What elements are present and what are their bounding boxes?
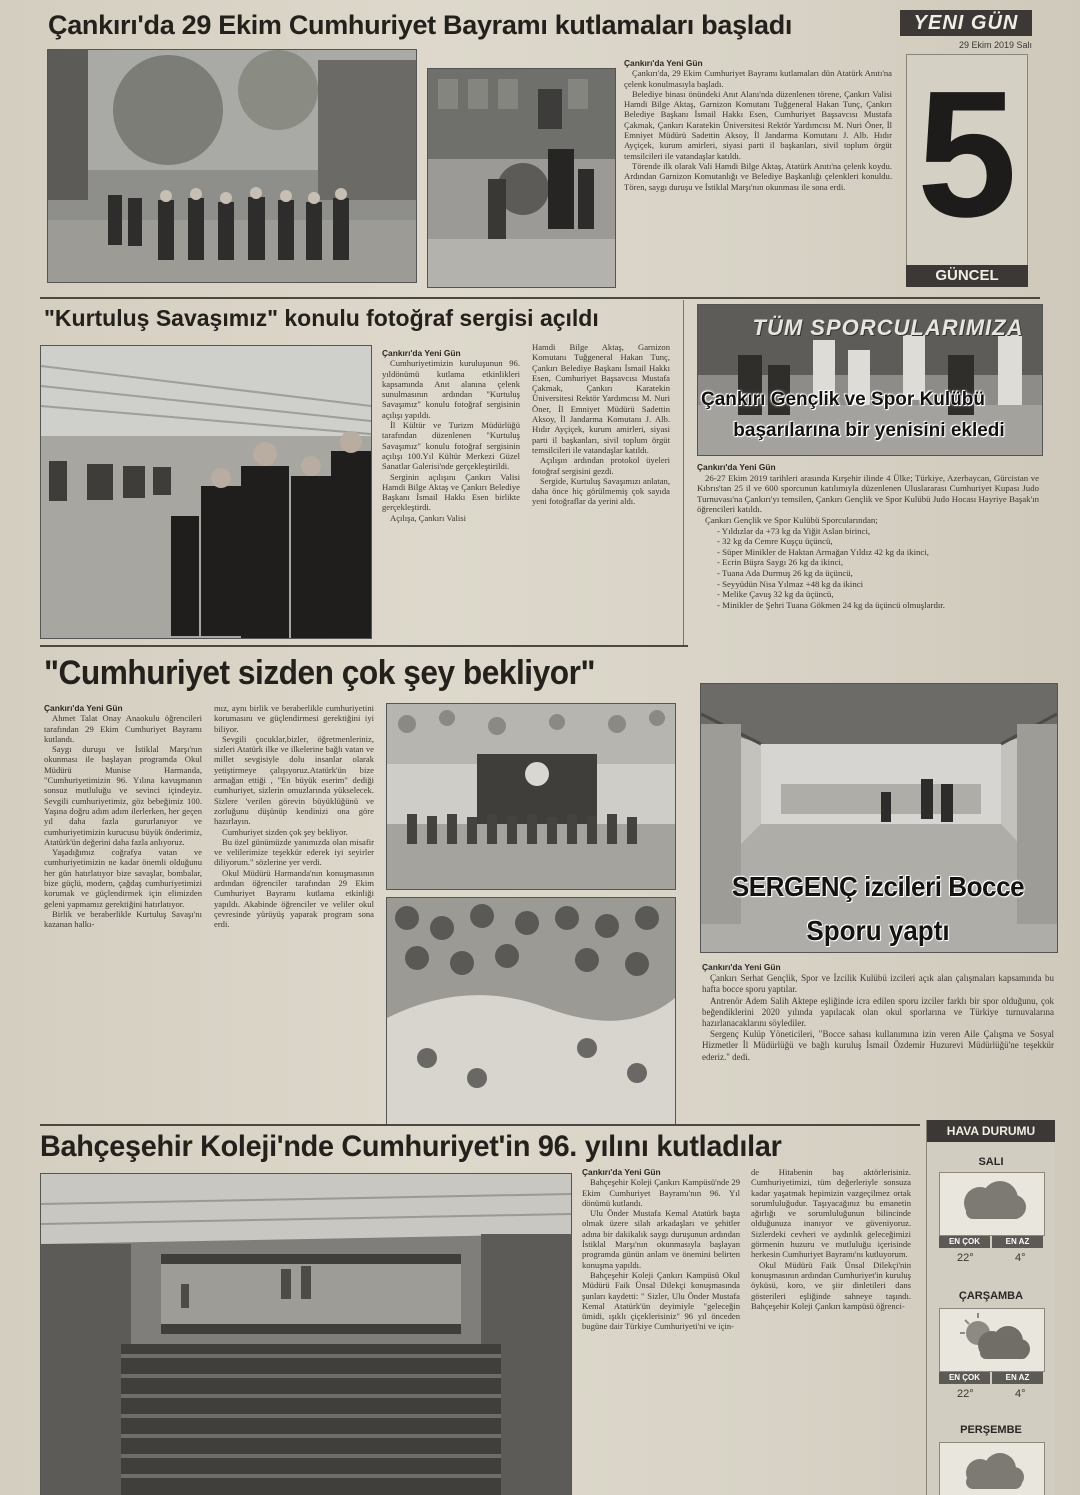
paragraph: Okul Müdürü Faik Ünsal Dilekçi'nin konuşmasının ardından Cumhuriyet'in kuruluş öyküsü, koro, ve şiir dinletileri dans gösterileri eşliğinde sahneye taşındı. Bahçeşehir Koleji Çankırı kampüsü öğrenci-: [751, 1259, 911, 1311]
paragraph: de Hitabenin baş aktörlerisiniz. Cumhuriyetimizi, tüm değerleriyle sonsuza kadar yaşatmak hepimizin vazgeçilmez ortak sorumluluğudur. Taşıyacağınız bu emanetin ağırlığı ve sorumluluğunun bilincinde olduğunuza inanıyor ve güveniyoruz. Sizlerdeki cevheri ve aydınlık geleceğimizi görmenin huzuru ve mutluluğu içerisinde herkesin Cumhuriyet Bayramı'nı kutluyorum.: [751, 1167, 911, 1260]
paragraph: Törende ilk olarak Vali Hamdi Bilge Aktaş, Atatürk Anıtı'na çelenk koydu. Ardından Garnizon Komutanlığı ve Belediye Başkanlığı çelenkleri konuldu. Tören, saygı duruşu ve İstiklal Marşı'nın okunması ile sona erdi.: [624, 160, 892, 192]
photo-ceremony-officials: [47, 49, 417, 283]
paragraph: 26-27 Ekim 2019 tarihleri arasında Kırşehir ilinde 4 Ülke; Türkiye, Azerbaycan, Gürcistan ve Kıbrıs'tan 25 il ve 600 sporcunun katılımıyla düzenlenen Uluslararası Cumhuriyet Kupası Judo Turnuvası'na Çankırı'yı temsilen, Çankırı Gençlik ve Spor Kulübü Judo Hocası Hayriye Başak'ın öğrencileri katıldı.: [697, 472, 1039, 515]
article-bahcesehir-col2: [751, 1167, 911, 1495]
article-sizden-col2: [214, 703, 374, 1123]
temp-labels: [939, 1372, 1043, 1384]
result-item: - 32 kg da Cemre Kuşçu üçüncü,: [717, 536, 833, 547]
article-sergi-col1: [382, 348, 520, 640]
byline: Çankırı'da Yeni Gün: [702, 962, 781, 972]
headline-bocce-line1: SERGENÇ izcileri Bocce: [731, 871, 1025, 902]
brand-logo: YENI GÜN: [913, 12, 1019, 34]
result-item: - Süper Minikler de Haktan Armağan Yıldız 42 kg da ikinci,: [717, 546, 929, 557]
page-number-text: 5: [916, 54, 1018, 255]
byline: Çankırı'da Yeni Gün: [624, 58, 703, 68]
weather-day-name: ÇARŞAMBA: [958, 1290, 1024, 1302]
paragraph: Çankırı Serhat Gençlik, Spor ve İzcilik Kulübü izcileri açık alan çalışmaları kapsamında bu hafta bocce sporu yaptılar.: [702, 973, 1054, 995]
article-sergi-col2: [532, 342, 670, 640]
masthead-brand: [900, 10, 1032, 36]
low-label: EN AZ: [992, 1372, 1043, 1384]
paragraph: Antrenör Adem Salih Aktepe eşliğinde icra edilen sporu izciler farklı bir spor olduğunu, çok beğendiklerini 2020 yılında yapılacak olan okul sporlarına ve Türkiye turnuvalarına hazırlanacaklarını söylediler.: [702, 995, 1054, 1029]
paragraph: Okul Müdürü Harmanda'nın konuşmasının ardından öğrenciler tarafından 29 Ekim Cumhuriyet Bayramı kutlama etkinliği yapıldı. Akabinde öğrenciler ve veliler okul çevresinde yürüyüş yaparak program sona erdi.: [214, 867, 374, 930]
high-temp: 22°: [957, 1252, 974, 1264]
paragraph: Ahmet Talat Onay Anaokulu öğrencileri tarafından 29 Ekim Cumhuriyet Bayramı kutlandı.: [44, 713, 202, 744]
paragraph: Cumhuriyetimizin kuruluşunun 96. yıldönümü kutlama etkinlikleri kapsamında Anıt alanına çelenk sunulmasının ardından "Kurtuluş Savaşımız" konulu fotoğraf sergisinin açılışı yapıldı.: [382, 358, 520, 420]
article-spor-text: [697, 462, 1039, 658]
photo-bocce-court: [700, 683, 1058, 953]
result-item: - Yıldızlar da +73 kg da Yiğit Aslan birinci,: [717, 525, 871, 536]
article-sizden-col1: [44, 703, 202, 1123]
result-item: - Ecrin Büşra Saygı 26 kg da ikinci,: [717, 557, 844, 568]
paragraph: İl Kültür ve Turizm Müdürlüğü tarafından düzenlenen "Kurtuluş Savaşımız" konulu fotoğraf sergisinin açılışı 100.Yıl Kültür Merkezi Güzel Sanatlar Galerisi'nde gerçekleştirildi.: [382, 420, 520, 472]
paragraph: Sergenç Kulüp Yöneticileri, "Bocce sahası kullanımına izin veren Aile Çalışma ve Sosyal Hizmetler İl Müdürlüğü ve bağlı kuruluş İsmail Özdemir Huzurevi Müdürlüğü'ne teşekkür ederiz." dedi.: [702, 1029, 1054, 1062]
result-item: - Melike Çavuş 32 kg da üçüncü,: [717, 589, 834, 600]
divider: [40, 645, 688, 647]
headline-bahcesehir: Bahçeşehir Koleji'nde Cumhuriyet'in 96. yılını kutladılar: [40, 1130, 782, 1163]
high-label: EN ÇOK: [939, 1372, 990, 1384]
paragraph: Çankırı Gençlik ve Spor Kulübü Sporcularından;: [705, 514, 878, 525]
headline-sergi: "Kurtuluş Savaşımız" konulu fotoğraf sergisi açıldı: [44, 305, 599, 331]
masthead-date: 29 Ekim 2019 Salı: [958, 40, 1032, 50]
low-temp: 4°: [1015, 1388, 1026, 1400]
photo-kindergarten-stage: [386, 703, 676, 890]
photo-exhibition: [40, 345, 372, 639]
weather-title: HAVA DURUMU: [927, 1120, 1055, 1142]
weather-icon-box: [939, 1172, 1045, 1236]
headline-cumhuriyet: Çankırı'da 29 Ekim Cumhuriyet Bayramı kutlamaları başladı: [48, 10, 793, 40]
weather-panel: [926, 1120, 1055, 1495]
partly-cloudy-icon: [940, 1309, 1044, 1371]
paragraph: Cumhuriyet sizden çok şey bekliyor.: [222, 826, 348, 837]
byline: Çankırı'da Yeni Gün: [382, 348, 461, 358]
byline: Çankırı'da Yeni Gün: [697, 462, 776, 472]
masthead: [900, 10, 1032, 285]
article-bahcesehir-col1: [582, 1167, 740, 1495]
divider: [40, 297, 1040, 299]
paragraph: Açılışın ardından protokol üyeleri fotoğraf sergisini gezdi.: [532, 455, 670, 476]
high-label: EN ÇOK: [939, 1236, 990, 1248]
paragraph: Belediye binası önündeki Anıt Alanı'nda düzenlenen törene, Çankırı Valisi Hamdi Bilge Aktaş, Garnizon Komutanı Tuğgeneral Hakan Tunç, Çankırı Belediye Başkanı İsmail Hakkı Esen, Cumhuriyet Başsavcısı Mustafa Çakmak, Çankırı Karatekin Üniversitesi Rektör Yardımcısı M. Nuri Öner, İl Emniyet Müdürü Sadettin Aksoy, İl Jandarma Komutanı J. Alb. Hıdır Ayçiçek, kurum amirleri, siyasi parti il başkanları, sivil toplum örgüt temsilcileri ile vatandaşlar katıldı.: [624, 88, 892, 161]
cloud-icon: [940, 1173, 1044, 1235]
cloud-icon: [940, 1443, 1044, 1495]
paragraph: Serginin açılışını Çankırı Valisi Hamdi Bilge Aktaş ve Çankırı Belediye Başkanı İsmail Hakkı Esen birlikte gerçekleştirdi.: [382, 471, 520, 513]
paragraph: Sergide, Kurtuluş Savaşımızı anlatan, daha önce hiç görülmemiş çok sayıda yeni fotoğraflar da yerini aldı.: [532, 475, 670, 507]
paragraph: Açılışa, Çankırı Valisi: [390, 512, 466, 523]
paragraph: Saygı duruşu ve İstiklal Marşı'nın okunması ile başlayan programda Okul Müdürü Munise Harmanda, "Cumhuriyetimizin 96. Yılına kavuşmanın sonsuz mutluluğu ve sevinci içindeyiz. Sevgili cumhuriyetimiz, göz bebeğimiz 100. Yaşına doğru adım adım ilerlerken, her geçen yıl daha fazla gururlanıyor ve cumhuriyetimizin kurucusu büyük önderimiz, Atatürk'ün değerini daha fazla anlıyoruz.: [44, 744, 202, 847]
paragraph: Bahçeşehir Koleji Çankırı Kampüsü Okul Müdürü Faik Ünsal Dilekçi konuşmasında şunları kaydetti: " Sizler, Ulu Önder Mustafa Kemal Atatürk'ün deyimiyle "geleceğin ümidi, ışıklı çiçeklerisiniz" 96 yıl önceden bugüne dair Türkiye Cumhuriyeti'ni ve için-: [582, 1269, 740, 1332]
paragraph: Sevgili çocuklar,bizler, öğretmenleriniz, sizleri Atatürk ilke ve ilkelerine bağlı vatan ve millet sevgisiyle dolu insanlar olarak yetiştirmeye çalışıyoruz.Atatürk'ün bize armağan ettiği , "En büyük eserim" dediği cumhuriyet, sizlerin omuzlarında yükselecek. Sizlere 'verilen görevin büyüklüğünü ve zorluğunu düşünüp kendinizi ona göre hazırlayın.: [214, 733, 374, 827]
photo-wreath-laying: [427, 68, 616, 288]
weather-icon-box: [939, 1442, 1045, 1495]
weather-day-name: SALI: [978, 1156, 1004, 1168]
weather-icon-box: [939, 1308, 1045, 1372]
weather-day-name: PERŞEMBE: [960, 1424, 1022, 1436]
paragraph: Yaşadığımız coğrafya vatan ve cumhuriyetimizin ne kadar önemli olduğunu her gün hatırlatıyor bize savaşlar, bombalar, bize güçlü, modern, çağdaş cumhuriyetimizi korumak ve güçlendirmek için elimizden geleni yapmamız gerektiğini hatırlatıyor.: [44, 847, 202, 909]
high-temp: 22°: [957, 1388, 974, 1400]
article-cumhuriyet-text: [624, 58, 892, 288]
result-item: - Seyyüdün Nisa Yılmaz +48 kg da ikinci: [717, 578, 864, 589]
divider: [40, 1124, 920, 1126]
paragraph: Hamdi Bilge Aktaş, Garnizon Komutanı Tuğgeneral Hakan Tunç, Çankırı Belediye Başkanı İsmail Hakkı Esen, Cumhuriyet Başsavcısı Mustafa Çakmak, Çankırı Karatekin Üniversitesi Rektör Yardımcısı M. Nuri Öner, İl Emniyet Müdürü Sadettin Aksoy, İl Jandarma Komutanı J. Alb. Hıdır Ayçiçek, kurum amirleri, siyasi parti il başkanları, sivil toplum örgüt temsilcileri ile vatandaşlar katıldı.: [532, 342, 670, 455]
paragraph: Bahçeşehir Koleji Çankırı Kampüsü'nde 29 Ekim Cumhuriyet Bayramı'nın 96. Yıl dönümü kutlandı.: [582, 1177, 740, 1208]
low-label: EN AZ: [992, 1236, 1043, 1248]
photo-banner-text: TÜM SPORCULARIMIZA: [752, 315, 1024, 340]
paragraph: Çankırı'da, 29 Ekim Cumhuriyet Bayramı kutlamaları dün Atatürk Anıtı'na çelenk konulmasıyla başladı.: [624, 68, 892, 89]
byline: Çankırı'da Yeni Gün: [44, 703, 123, 713]
paragraph: Ulu Önder Mustafa Kemal Atatürk başta olmak üzere silah arkadaşları ve şehitler adına bir dakikalık saygı duruşunun ardından İstiklal Marşı'nın okunmasıyla başlayan programda günün anlam ve önemini belirten konuşma yapıldı.: [582, 1208, 740, 1270]
paragraph: Birlik ve beraberlikle Kurtuluş Savaşı'nı kazanan halkı-: [44, 908, 202, 930]
section-label: [906, 265, 1028, 287]
section-label-text: GÜNCEL: [935, 267, 999, 284]
article-bocce-text: [702, 962, 1054, 1112]
headline-spor-line2: başarılarına bir yenisini ekledi: [733, 420, 1005, 441]
temp-labels: [939, 1236, 1043, 1248]
low-temp: 4°: [1015, 1252, 1026, 1264]
results-list: [697, 526, 1039, 611]
photo-kindergarten-flag: [386, 897, 676, 1125]
divider: [683, 300, 684, 645]
headline-sizden: "Cumhuriyet sizden çok şey bekliyor": [44, 654, 595, 692]
photo-auditorium: [40, 1173, 572, 1495]
headline-spor-line1: Çankırı Gençlik ve Spor Kulübü: [701, 389, 986, 410]
page-number: [906, 54, 1028, 266]
paragraph: Bu özel günümüzde yanımızda olan misafir ve velilerimize teşekkür ederek iyi seyirler diliyorum." sözlerine yer verdi.: [214, 836, 374, 868]
byline: Çankırı'da Yeni Gün: [582, 1167, 661, 1177]
result-item: - Tuana Ada Durmuş 26 kg da üçüncü,: [717, 567, 853, 578]
paragraph: mız, aynı birlik ve beraberlikle cumhuriyetini korumasını ve güçlendirmesi gerektiğini iyi biliyor.: [214, 703, 374, 734]
result-item: - Minikler de Şehri Tuana Gökmen 24 kg da üçüncü olmuşlardır.: [717, 599, 945, 610]
headline-bocce-line2: Sporu yaptı: [806, 915, 950, 946]
